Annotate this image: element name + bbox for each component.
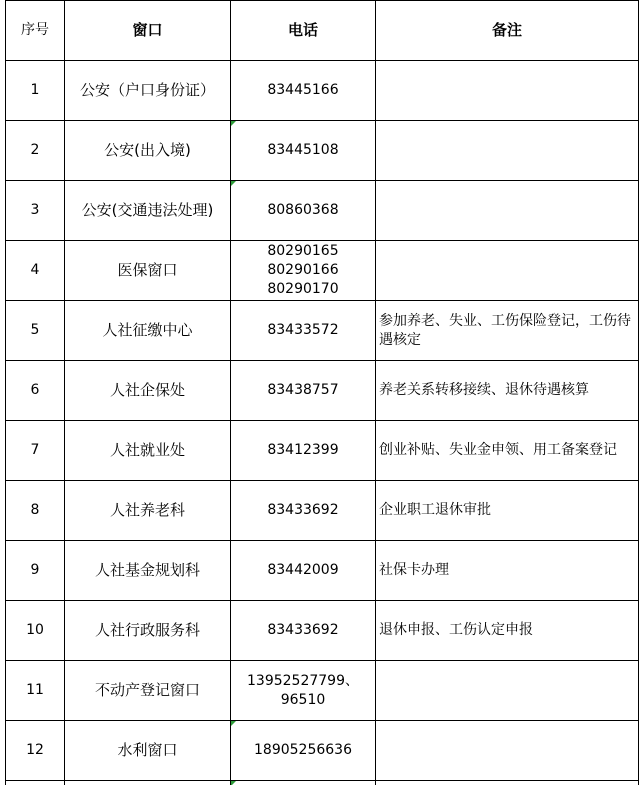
header-no[interactable]: 序号 <box>6 1 65 61</box>
cell-window[interactable]: 公安(出入境) <box>65 121 231 181</box>
cell-empty[interactable] <box>376 781 639 785</box>
cell-phone[interactable] <box>231 541 376 601</box>
header-row <box>6 1 639 61</box>
contact-table <box>5 0 639 785</box>
cell-no[interactable]: 7 <box>6 421 65 481</box>
phone-number: 83442009 <box>267 562 339 578</box>
phone-number: 80290166 <box>267 262 339 278</box>
phone-number: 80290165 <box>267 243 339 259</box>
table-row <box>6 121 639 181</box>
table-row <box>6 301 639 361</box>
cell-note[interactable] <box>376 61 639 121</box>
cell-note[interactable] <box>376 181 639 241</box>
phone-number: 83412399 <box>267 442 339 458</box>
cell-phone[interactable] <box>231 601 376 661</box>
cell-no[interactable]: 11 <box>6 661 65 721</box>
header-window[interactable]: 窗口 <box>65 1 231 61</box>
cell-empty[interactable] <box>65 781 231 785</box>
cell-note[interactable]: 养老关系转移接续、退休待遇核算 <box>376 361 639 421</box>
cell-window[interactable]: 人社养老科 <box>65 481 231 541</box>
cell-phone[interactable] <box>231 361 376 421</box>
table-row <box>6 541 639 601</box>
table-row <box>6 421 639 481</box>
phone-number: 83438757 <box>267 382 339 398</box>
cell-note[interactable]: 退休申报、工伤认定申报 <box>376 601 639 661</box>
cell-window[interactable]: 不动产登记窗口 <box>65 661 231 721</box>
cell-phone[interactable] <box>231 241 376 301</box>
cell-note[interactable]: 参加养老、失业、工伤保险登记，工伤待遇核定 <box>376 301 639 361</box>
phone-number: 96510 <box>280 691 326 708</box>
cell-note[interactable] <box>376 121 639 181</box>
cell-phone[interactable] <box>231 181 376 241</box>
table-row <box>6 481 639 541</box>
cell-window[interactable]: 公安(交通违法处理) <box>65 181 231 241</box>
cell-no[interactable]: 8 <box>6 481 65 541</box>
cell-phone[interactable] <box>231 481 376 541</box>
table-row <box>6 661 639 721</box>
cell-phone[interactable] <box>231 61 376 121</box>
cell-window[interactable]: 人社基金规划科 <box>65 541 231 601</box>
cell-no[interactable]: 3 <box>6 181 65 241</box>
cell-no[interactable]: 5 <box>6 301 65 361</box>
cell-phone[interactable] <box>231 661 376 721</box>
cell-phone[interactable] <box>231 121 376 181</box>
phone-number: 13952527799、 <box>247 672 359 689</box>
cell-window[interactable]: 人社企保处 <box>65 361 231 421</box>
cell-window[interactable]: 人社行政服务科 <box>65 601 231 661</box>
cell-window[interactable]: 公安（户口身份证） <box>65 61 231 121</box>
cell-phone[interactable] <box>231 301 376 361</box>
cell-no[interactable]: 10 <box>6 601 65 661</box>
cell-phone[interactable] <box>231 421 376 481</box>
cell-no[interactable]: 9 <box>6 541 65 601</box>
phone-number: 83433692 <box>267 622 339 638</box>
table-row <box>6 61 639 121</box>
cell-window[interactable]: 医保窗口 <box>65 241 231 301</box>
phone-number: 83445166 <box>267 82 339 98</box>
phone-number: 80290170 <box>267 281 339 297</box>
cell-empty[interactable] <box>6 781 65 785</box>
cell-note[interactable]: 创业补贴、失业金申领、用工备案登记 <box>376 421 639 481</box>
phone-number: 83433692 <box>267 502 339 518</box>
cell-note[interactable]: 社保卡办理 <box>376 541 639 601</box>
cell-empty[interactable] <box>231 781 376 785</box>
table-row <box>6 721 639 781</box>
cell-window[interactable]: 人社征缴中心 <box>65 301 231 361</box>
header-phone[interactable]: 电话 <box>231 1 376 61</box>
phone-number: 83433572 <box>267 322 339 338</box>
phone-number: 18905256636 <box>254 742 352 758</box>
cell-no[interactable]: 2 <box>6 121 65 181</box>
cell-phone[interactable] <box>231 721 376 781</box>
cell-no[interactable]: 12 <box>6 721 65 781</box>
phone-number: 83445108 <box>267 142 339 158</box>
cell-no[interactable]: 6 <box>6 361 65 421</box>
table-row <box>6 241 639 301</box>
cell-note[interactable] <box>376 721 639 781</box>
cell-note[interactable] <box>376 241 639 301</box>
cell-window[interactable]: 人社就业处 <box>65 421 231 481</box>
cell-no[interactable]: 4 <box>6 241 65 301</box>
table-row <box>6 601 639 661</box>
table-row <box>6 361 639 421</box>
header-note[interactable]: 备注 <box>376 1 639 61</box>
table-row <box>6 181 639 241</box>
cell-note[interactable]: 企业职工退休审批 <box>376 481 639 541</box>
table-body <box>6 61 639 785</box>
cell-no[interactable]: 1 <box>6 61 65 121</box>
phone-number: 80860368 <box>267 202 339 218</box>
cell-window[interactable]: 水利窗口 <box>65 721 231 781</box>
table-row-partial <box>6 781 639 785</box>
cell-note[interactable] <box>376 661 639 721</box>
